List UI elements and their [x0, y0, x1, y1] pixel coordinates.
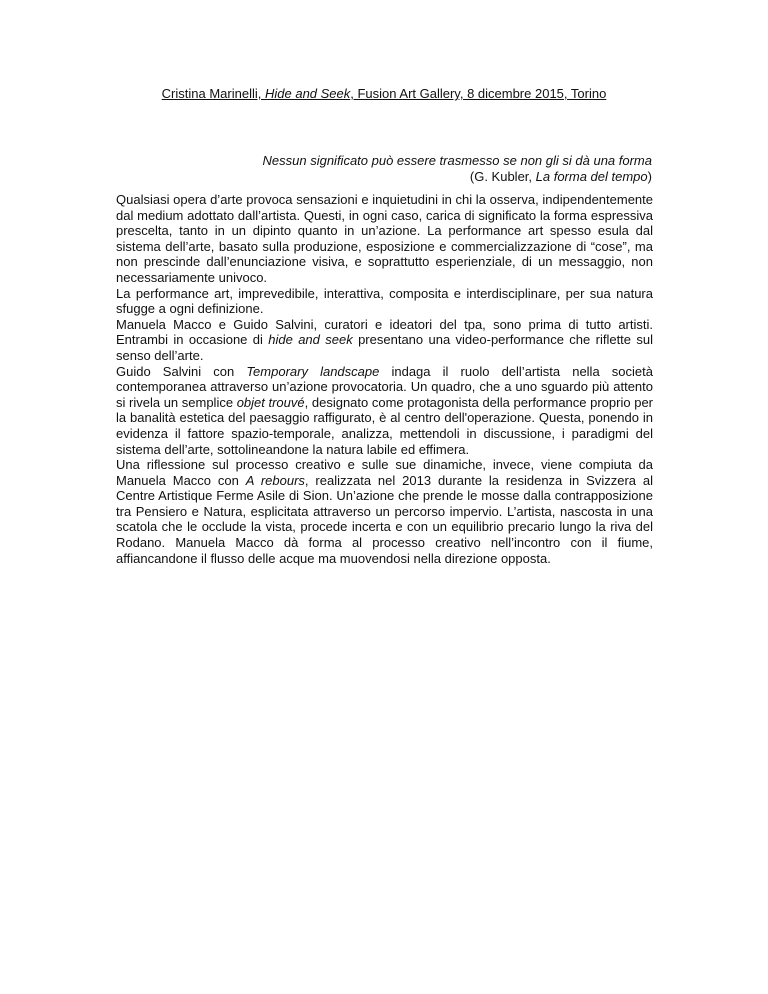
- paragraph-4-text-b: indaga il ruolo dell’artista nella società contemporanea attraverso un’azione provocatoria. Un quadro, che a uno sguardo più attento si rivela un semplice: [116, 363, 653, 410]
- paragraph-2: La performance art, imprevedibile, interattiva, composita e interdisciplinare, per sua natura sfugge a ogni definizione.: [116, 285, 653, 317]
- paragraph-5-emphasis: A rebours: [245, 472, 305, 488]
- document-body: [116, 192, 653, 566]
- attribution-suffix: ): [647, 169, 652, 184]
- attribution-prefix: (G. Kubler,: [469, 169, 536, 184]
- header-exhibition-title: Hide and Seek: [264, 86, 351, 101]
- paragraph-5: [116, 457, 653, 566]
- paragraph-3: [116, 317, 653, 364]
- document-header: [0, 86, 768, 102]
- paragraph-3-text-b: presentano una video-performance che riflette sul senso dell’arte.: [116, 332, 654, 363]
- paragraph-3-text-a: Manuela Macco e Guido Salvini, curatori e ideatori del tpa, sono prima di tutto artisti. Entrambi in occasione di: [116, 316, 653, 348]
- epigraph: [263, 153, 652, 185]
- attribution-work: La forma del tempo: [535, 169, 648, 184]
- paragraph-4-emphasis-1: Temporary landscape: [246, 363, 380, 379]
- epigraph-attribution: [263, 169, 652, 185]
- epigraph-quote: Nessun significato può essere trasmesso se non gli si dà una forma: [262, 153, 652, 168]
- paragraph-4-text-a: Guido Salvini con: [116, 363, 247, 379]
- paragraph-1: Qualsiasi opera d’arte provoca sensazioni e inquietudini in chi la osserva, indipendentemente dal medium adottato dall’artista. Questi, in ogni caso, carica di significato la forma espressiva prescelta, tanto in un dipinto quanto in un’azione. La performance art spesso esula dal sistema dell’arte, basato sulla produzione, esposizione e commercializzazione di “cose”, ma non prescinde dall’enunciazione visiva, e soprattutto esperienziale, di un messaggio, non necessariamente univoco.: [116, 192, 653, 285]
- paragraph-5-text-b: , realizzata nel 2013 durante la residenza in Svizzera al Centre Artistique Ferme Asile di Sion. Un’azione che prende le mosse dalla contrapposizione tra Pensiero e Natura, esplicitata attraverso un percorso impervio. L’artista, nascosta in una scatola che le occlude la vista, procede incerta e con un equilibrio precario lungo la riva del Rodano. Manuela Macco dà forma al processo creativo nell’incontro con il fiume, affiancandone il flusso delle acque ma muovendosi nella direzione opposta.: [116, 472, 654, 566]
- paragraph-3-emphasis: hide and seek: [268, 332, 353, 348]
- paragraph-4-emphasis-2: objet trouvé: [236, 394, 305, 410]
- paragraph-4-text-c: , designato come protagonista della performance proprio per la banalità estetica del paesaggio raffigurato, è al centro dell'operazione. Questa, ponendo in evidenza il fattore spazio-temporale, analizza, mettendoli in discussione, i paradigmi del sistema dell’arte, sottolineandone la natura labile ed effimera.: [116, 394, 654, 457]
- paragraph-4: [116, 364, 653, 458]
- header-author: Cristina Marinelli,: [161, 86, 265, 101]
- header-details: , Fusion Art Gallery, 8 dicembre 2015, Torino: [350, 86, 607, 101]
- paragraph-5-text-a: Una riflessione sul processo creativo e sulle sue dinamiche, invece, viene compiuta da Manuela Macco con: [116, 457, 653, 488]
